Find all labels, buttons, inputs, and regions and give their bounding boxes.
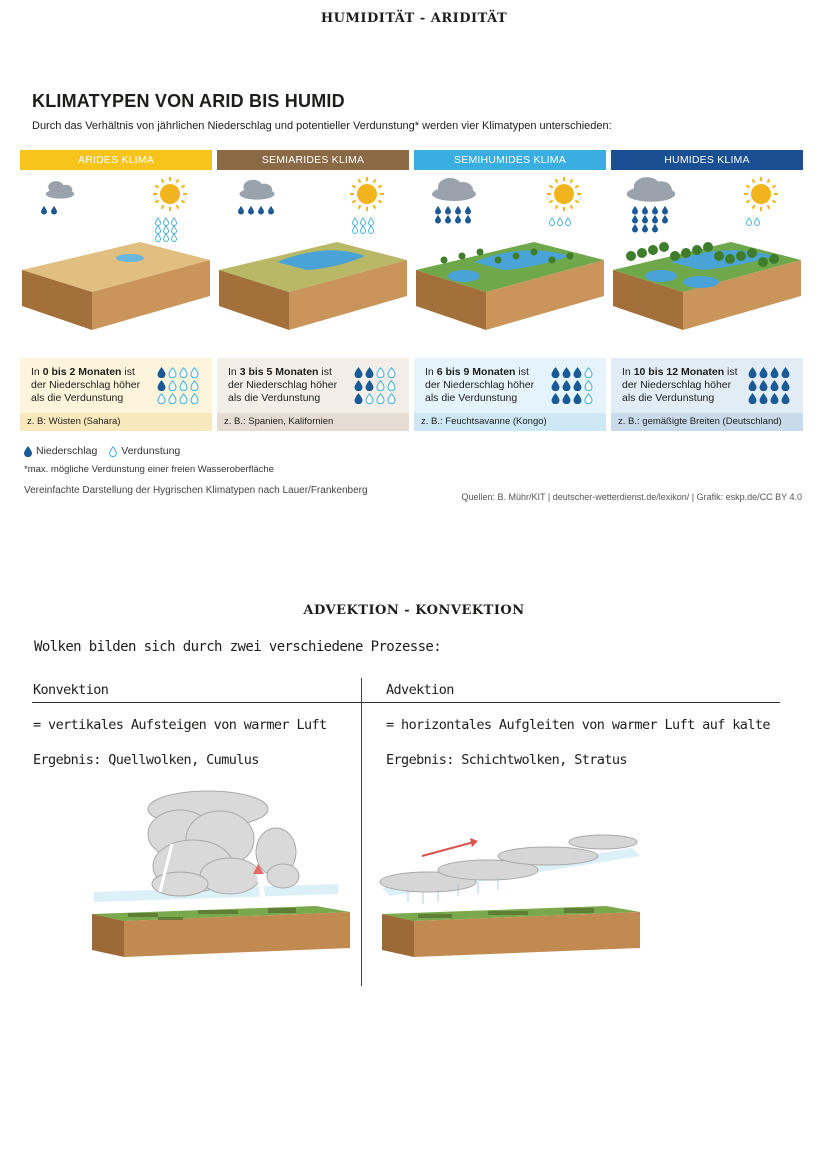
evaporation-drop-icon xyxy=(190,367,199,378)
month-drop-grid xyxy=(354,367,404,406)
evaporation-drop-icon xyxy=(365,393,374,404)
legend-evaporation-label: Verdunstung xyxy=(121,445,181,457)
climate-description-panel xyxy=(611,358,803,413)
month-drop-grid xyxy=(551,367,601,406)
precipitation-drop-icon xyxy=(24,446,32,457)
evaporation-drop-icon xyxy=(387,393,396,404)
description-suffix: ist der Niederschlag höher als die Verdunstung xyxy=(31,366,141,404)
month-range: 0 bis 2 Monaten xyxy=(42,366,122,378)
sources-credit: Quellen: B. Mühr/KIT | deutscher-wetterdienst.de/lexikon/ | Grafik: eskp.de/CC BY 4.0 xyxy=(461,492,802,502)
climate-scene-illustration xyxy=(611,172,803,352)
precipitation-drop-icon xyxy=(770,367,779,378)
evaporation-drop-icon xyxy=(168,393,177,404)
climate-type-label: SEMIARIDES KLIMA xyxy=(217,150,409,170)
description-prefix: In xyxy=(31,366,43,378)
climate-infographic xyxy=(14,82,814,512)
description-suffix: ist der Niederschlag höher als die Verdunstung xyxy=(425,366,535,404)
infographic-title: KLIMATYPEN VON ARID BIS HUMID xyxy=(32,91,345,111)
precipitation-drop-icon xyxy=(562,393,571,404)
precipitation-drop-icon xyxy=(759,380,768,391)
precipitation-drop-icon xyxy=(748,380,757,391)
precipitation-drop-icon xyxy=(365,367,374,378)
infographic-subtitle: Durch das Verhältnis von jährlichen Niederschlag und potentieller Verdunstung* werden vier Klimatypen unterschieden: xyxy=(32,120,612,132)
precipitation-drop-icon xyxy=(573,367,582,378)
description-prefix: In xyxy=(622,366,634,378)
evaporation-drop-icon xyxy=(376,367,385,378)
advektion-result: Ergebnis: Schichtwolken, Stratus xyxy=(386,752,627,768)
advektion-header: Advektion xyxy=(386,682,454,698)
precipitation-drop-icon xyxy=(562,380,571,391)
precipitation-drop-icon xyxy=(770,380,779,391)
simplified-note: Vereinfachte Darstellung der Hygrischen Klimatypen nach Lauer/Frankenberg xyxy=(24,485,368,496)
climate-column-semiarid xyxy=(217,150,409,427)
evaporation-drop-icon xyxy=(584,367,593,378)
precipitation-drop-icon xyxy=(354,367,363,378)
climate-description xyxy=(228,366,346,405)
climate-column-humid xyxy=(611,150,803,427)
clouds-intro: Wolken bilden sich durch zwei verschiedene Prozesse: xyxy=(34,639,442,655)
month-range: 10 bis 12 Monaten xyxy=(633,366,725,378)
drop-legend xyxy=(24,445,180,457)
evaporation-drop-icon xyxy=(168,367,177,378)
climate-type-label: SEMIHUMIDES KLIMA xyxy=(414,150,606,170)
climate-column-semihumid xyxy=(414,150,606,427)
climate-example: z. B: Wüsten (Sahara) xyxy=(20,413,212,431)
climate-example: z. B.: Feuchtsavanne (Kongo) xyxy=(414,413,606,431)
climate-type-label: ARIDES KLIMA xyxy=(20,150,212,170)
climate-type-label: HUMIDES KLIMA xyxy=(611,150,803,170)
month-range: 6 bis 9 Monaten xyxy=(436,366,516,378)
konvektion-illustration xyxy=(88,784,354,976)
precipitation-drop-icon xyxy=(781,380,790,391)
climate-scene xyxy=(414,172,606,352)
climate-description-panel xyxy=(20,358,212,413)
climate-column-arid xyxy=(20,150,212,427)
advektion-definition: = horizontales Aufgleiten von warmer Luft auf kalte xyxy=(386,717,770,733)
climate-description xyxy=(622,366,740,405)
evaporation-drop-icon xyxy=(190,393,199,404)
precipitation-drop-icon xyxy=(573,380,582,391)
precipitation-drop-icon xyxy=(759,393,768,404)
evaporation-drop-icon xyxy=(387,367,396,378)
precipitation-drop-icon xyxy=(759,367,768,378)
climate-description xyxy=(31,366,149,405)
climate-description xyxy=(425,366,543,405)
legend-precipitation-label: Niederschlag xyxy=(36,445,98,457)
footnote: *max. mögliche Verdunstung einer freien Wasseroberfläche xyxy=(24,464,274,475)
description-prefix: In xyxy=(425,366,437,378)
konvektion-header: Konvektion xyxy=(33,682,109,698)
precipitation-drop-icon xyxy=(573,393,582,404)
climate-description-panel xyxy=(217,358,409,413)
precipitation-drop-icon xyxy=(551,380,560,391)
precipitation-drop-icon xyxy=(365,380,374,391)
climate-example: z. B.: gemäßigte Breiten (Deutschland) xyxy=(611,413,803,431)
page-title-humiditaet: HUMIDITÄT - ARIDITÄT xyxy=(320,11,508,26)
climate-scene-illustration xyxy=(217,172,409,352)
precipitation-drop-icon xyxy=(562,367,571,378)
evaporation-drop-icon xyxy=(387,380,396,391)
evaporation-drop-icon xyxy=(157,393,166,404)
evaporation-drop-icon xyxy=(190,380,199,391)
table-divider-horizontal xyxy=(32,702,780,703)
precipitation-drop-icon xyxy=(781,367,790,378)
evaporation-drop-icon xyxy=(179,367,188,378)
climate-example: z. B.: Spanien, Kalifornien xyxy=(217,413,409,431)
precipitation-drop-icon xyxy=(748,393,757,404)
month-drop-grid xyxy=(157,367,207,406)
precipitation-drop-icon xyxy=(354,393,363,404)
precipitation-drop-icon xyxy=(157,367,166,378)
evaporation-drop-icon xyxy=(179,380,188,391)
climate-description-panel xyxy=(414,358,606,413)
precipitation-drop-icon xyxy=(157,380,166,391)
table-divider-vertical xyxy=(361,678,362,986)
precipitation-drop-icon xyxy=(551,393,560,404)
evaporation-drop-icon xyxy=(168,380,177,391)
precipitation-drop-icon xyxy=(354,380,363,391)
climate-scene xyxy=(611,172,803,352)
description-suffix: ist der Niederschlag höher als die Verdunstung xyxy=(622,366,738,404)
month-range: 3 bis 5 Monaten xyxy=(239,366,319,378)
description-prefix: In xyxy=(228,366,240,378)
evaporation-drop-icon xyxy=(584,393,593,404)
konvektion-definition: = vertikales Aufsteigen von warmer Luft xyxy=(33,717,327,733)
evaporation-drop-icon xyxy=(376,393,385,404)
climate-scene xyxy=(217,172,409,352)
description-suffix: ist der Niederschlag höher als die Verdunstung xyxy=(228,366,338,404)
month-drop-grid xyxy=(748,367,798,406)
evaporation-drop-icon xyxy=(179,393,188,404)
precipitation-drop-icon xyxy=(781,393,790,404)
climate-scene-illustration xyxy=(414,172,606,352)
climate-scene xyxy=(20,172,212,352)
precipitation-drop-icon xyxy=(770,393,779,404)
konvektion-result: Ergebnis: Quellwolken, Cumulus xyxy=(33,752,259,768)
precipitation-drop-icon xyxy=(551,367,560,378)
precipitation-drop-icon xyxy=(748,367,757,378)
advektion-illustration xyxy=(378,822,644,974)
evaporation-drop-icon xyxy=(109,446,117,457)
evaporation-drop-icon xyxy=(584,380,593,391)
page-title-advektion: ADVEKTION - KONVEKTION xyxy=(303,603,525,618)
climate-scene-illustration xyxy=(20,172,212,352)
evaporation-drop-icon xyxy=(376,380,385,391)
